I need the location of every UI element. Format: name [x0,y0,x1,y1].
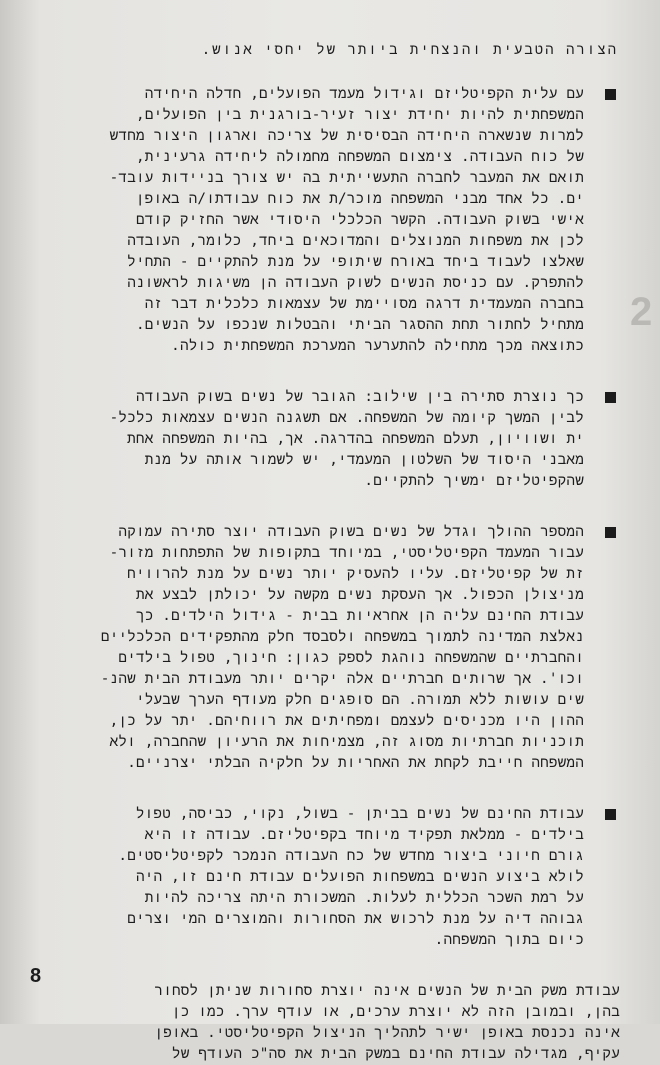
text-line: נאלצת המדינה לתמוך במשפחה ולסבסד חלק מהתפקידים הכלכליים [100,629,584,645]
text-line: גבוהה דיה על מנת לרכוש את הסחורות והמוצרים המי וצרים [127,911,584,927]
text-line: של כוח העבודה. צימצום המשפחה מחמולה ליחידה גרעינית, [135,149,584,165]
paragraph-3 [38,522,620,774]
bullet-square-icon [605,809,616,820]
paragraph-2 [38,387,620,492]
text-line: ים. כל אחד מבני המשפחה מוכר/ת את כוח עבודתו/ה באופן [135,191,584,207]
text-line: המשפחתית להיות יחידת יצור זעיר-בורגנית בין הפועלים, [136,107,584,123]
text-line: כיום בתוך המשפחה. [434,932,584,948]
text-line: לולא ביצוע הנשים במשפחות הפועלים עבודת חינם זו, היה [135,869,584,885]
text-line: בחברה המעמדית דרגה מסויימת של עצמאות כלכלית דבר זה [144,296,584,312]
text-line: עקיף, מגדילה עבודת החינם במשק הבית את סה"כ העודף של [171,1046,620,1062]
text-line: המספר ההולך וגדל של נשים בשוק העבודה יוצר סתירה עמוקה [118,524,584,540]
text-line: עבודת החינם של נשים בביתן - בשול, נקוי, כביסה, טפול [135,806,584,822]
text-line: עבודת משק הבית של הנשים אינה יוצרת סחורות שניתן לסחור [154,983,620,999]
text-line: בהן, ובמובן הזה לא יוצרת ערכים, או עודף ערך. כמו כן [171,1004,620,1020]
text-line: תואם את המעבר לחברה התעשייתית בה יש צורך בניידות עובד- [109,170,584,186]
text-line: תוכניות חברתיות מסוג זה, מצמיחות את הרעיון שהחברה, ולא [109,734,584,750]
text-line: מאבני היסוד של השלטון המעמדי, יש לשמור אותה על מנת [144,452,584,468]
text-line: וכו'. אך שרותים חברתיים אלה יקרים יותר מעבודת הבית שהנ- [100,671,584,687]
text-line: אישי בשוק העבודה. הקשר הכלכלי היסודי אשר החזיק קודם [135,212,584,228]
text-line: עבור המעמד הקפיטליסטי, במיוחד בתקופות של התפתחות מזור- [109,545,584,561]
text-line: כתוצאה מכך מתחילה להתערער המערכת המשפחתית כולה. [171,338,584,354]
text-line: לבין המשך קיומה של המשפחה. אם תשגנה הנשים עצמאות כלכל- [109,410,584,426]
text-line: עבודת החינם עליה הן אחראיות בבית - גידול הילדים. כך [135,608,584,624]
text-line: שהקפיטליזם ימשיך להתקיים. [364,473,584,489]
paragraph-gap [38,774,620,804]
text-line: בילדים - ממלאת תפקיד מיוחד בקפיטליזם. עבודה זו היא [144,827,584,843]
text-line: לכן את משפחות המנוצלים והמדוכאים ביחד, כלומר, העובדה [127,233,584,249]
text-line: למרות שנשארה היחידה הבסיסית של צריכה וארגון היצור מחדש [109,128,584,144]
page-body [38,84,620,1065]
bleed-through-mark: 2 [630,290,653,334]
paragraph-4 [38,804,620,951]
paragraph-5 [38,981,620,1065]
bullet-square-icon [605,89,616,100]
text-line: שאלצו לעבוד ביחד באורח שיתופי על מנת להתקיים - התחיל [127,254,584,270]
text-line: המשפחה חייבת לקחת את האחריות על חלקיה הבלתי יצרניים. [127,755,584,771]
text-line: מניצולן הכפול. אך העסקת נשים מקשה על יכולתן לבצע את [135,587,584,603]
bullet-square-icon [605,392,616,403]
text-line: להתפרק. עם כניסת הנשים לשוק העבודה הן משיגות לראשונה [127,275,584,291]
paragraph-1 [38,84,620,357]
text-line: והחברתיים שהמשפחה נוהגת לספק כגון: חינוך, טפול בילדים [118,650,584,666]
text-line: זת של קפיטליזם. עליו להעסיק יותר נשים על מנת להרוויח [127,566,584,582]
paragraph-gap [38,357,620,387]
text-line: ית ושוויון, תעלם המשפחה בהדרגה. אך, בהיות המשפחה אחת [127,431,584,447]
text-line: מתחיל לחתור תחת ההסגר הביתי והבטלות שנכפו על הנשים. [135,317,584,333]
text-line: אינה נכנסת באופן ישיר לתהליך הניצול הקפיטליסטי. באופן [154,1025,620,1041]
page-number: 8 [30,965,42,987]
paragraph-gap [38,951,620,981]
running-head: הצורה הטבעית והנצחית ביותר של יחסי אנוש. [201,42,618,58]
paragraph-gap [38,492,620,522]
text-line: על רמת השכר הכללית לעלות. המשכורת היתה צריכה להיות [144,890,584,906]
text-line: כך נוצרת סתירה בין שילוב: הגובר של נשים בשוק העבודה [135,389,584,405]
text-line: שים עושות ללא תמורה. הם סופגים חלק מעודף הערך שבעלי [135,692,584,708]
text-line: ההון היו מכניסים לעצמם ומפחיתים את רווחיהם. יתר על כן, [109,713,584,729]
text-line: גורם חיוני ביצור מחדש של כח העבודה הנמכר לקפיטליסטים. [118,848,584,864]
bullet-square-icon [605,527,616,538]
text-line: עם עלית הקפיטליזם וגידול מעמד הפועלים, חדלה היחידה [144,86,584,102]
